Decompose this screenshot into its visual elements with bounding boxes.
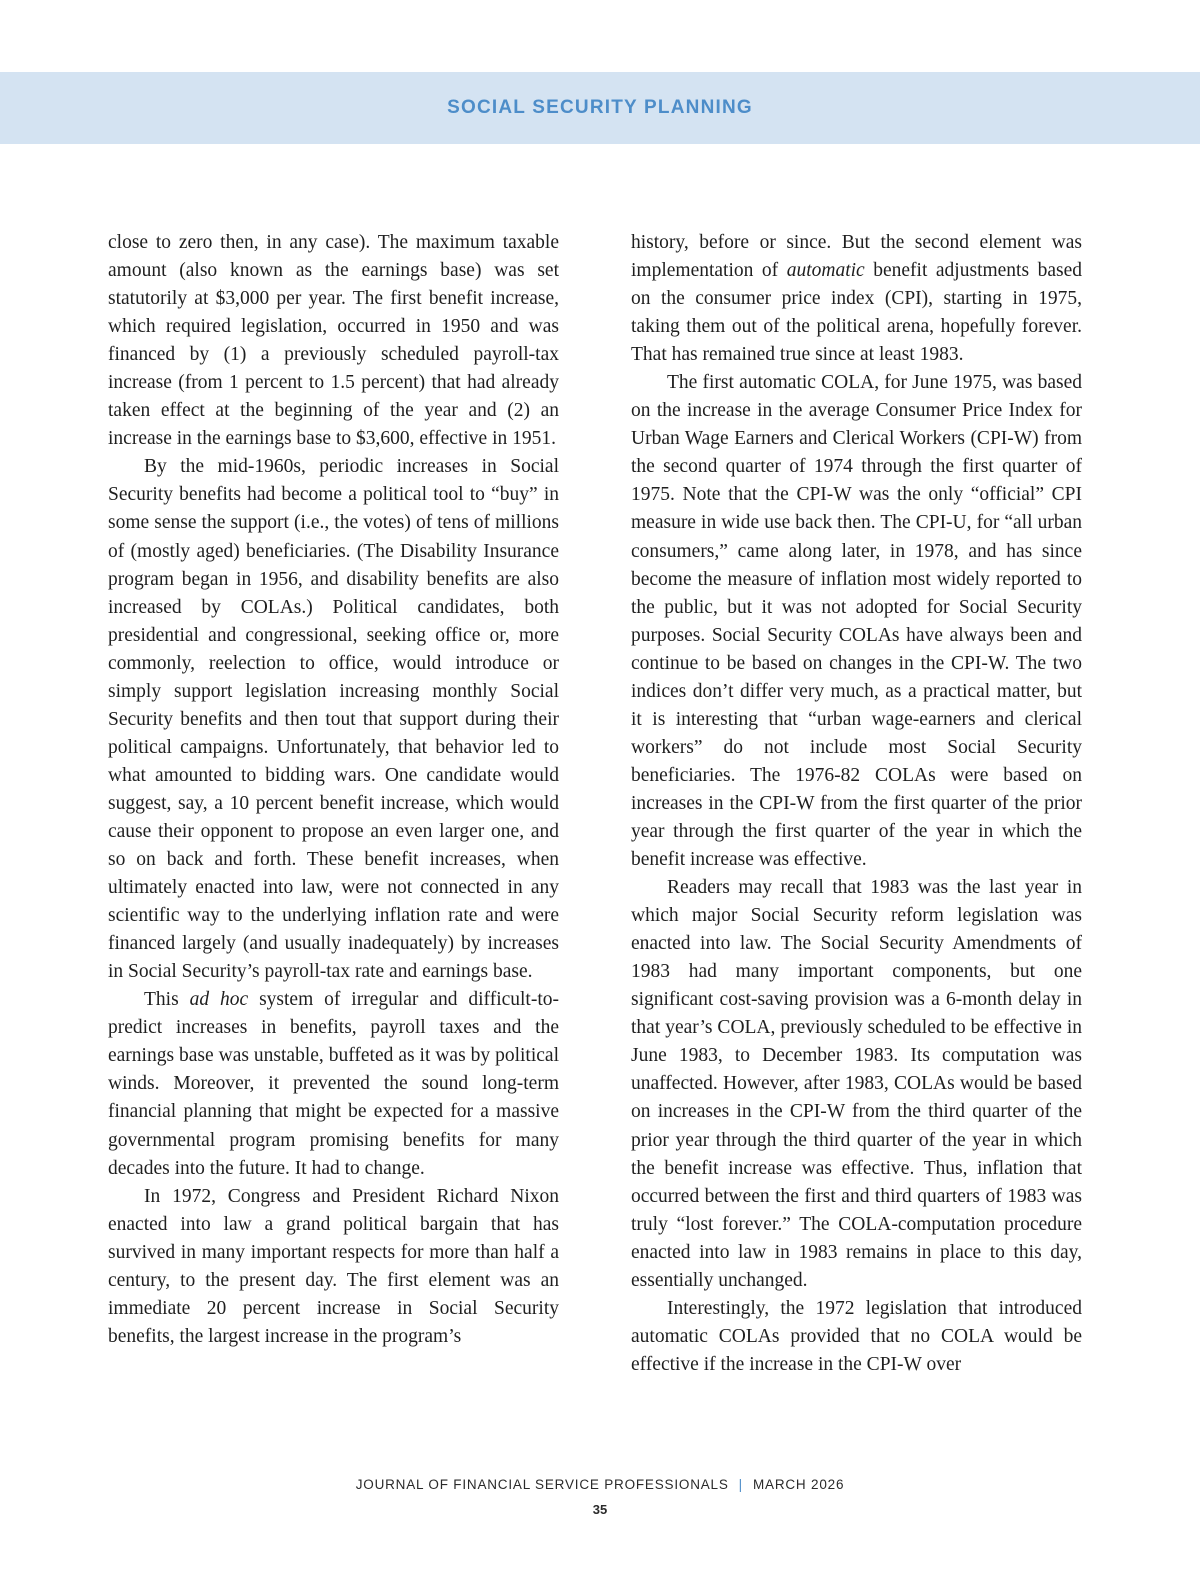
text-run: history, before or since. But the second element was implementation of (631, 232, 1082, 282)
paragraph: close to zero then, in any case). The maximum taxable amount (also known as the earnings base) was set statutorily at $3,000 per year. The first benefit increase, which required legislation, occurred in 1950 and was financed by (1) a previously scheduled payroll-tax increase (from 1 percent to 1.5 percent) that had already taken effect at the beginning of the year and (2) an increase in the earnings base to $3,600, effective in 1951. (108, 232, 559, 450)
paragraph (108, 986, 559, 1182)
text-run: system of irregular and difficult-to-predict increases in benefits, payroll taxes and the earnings base was unstable, buffeted as it was by political winds. Moreover, it prevented the sound long-term financial planning that might be expected for a massive governmental program promising benefits for many decades into the future. It had to change. (108, 989, 560, 1179)
footer-separator: | (738, 1477, 743, 1492)
section-header-band (0, 72, 1200, 144)
section-title: SOCIAL SECURITY PLANNING (447, 97, 753, 118)
paragraph: In 1972, Congress and President Richard Nixon enacted into law a grand political bargain that has survived in many important respects for more than half a century, to the present day. The first element was an immediate 20 percent increase in Social Security benefits, the largest increase in the program’s (108, 1185, 559, 1347)
text-run: benefit adjustments based on the consumer price index (CPI), starting in 1975, taking them out of the political arena, hopefully forever. That has remained true since at least 1983. (631, 260, 1082, 366)
left-column (108, 229, 559, 1351)
emphasis-automatic: automatic (786, 260, 865, 282)
paragraph (631, 229, 1082, 369)
page-footer (0, 1477, 1200, 1492)
paragraph: Interestingly, the 1972 legislation that introduced automatic COLAs provided that no COLA would be effective if the increase in the CPI-W over (631, 1297, 1082, 1375)
text-run: This (144, 989, 190, 1011)
paragraph: The first automatic COLA, for June 1975, was based on the increase in the average Consumer Price Index for Urban Wage Earners and Clerical Workers (CPI-W) from the second quarter of 1974 through the first quarter of 1975. Note that the CPI-W was the only “official” CPI measure in wide use back then. The CPI-U, for “all urban consumers,” came along later, in 1978, and has since become the measure of inflation most widely reported to the public, but it was not adopted for Social Security purposes. Social Security COLAs have always been and continue to be based on changes in the CPI-W. The two indices don’t differ very much, as a practical matter, but it is interesting that “urban wage-earners and clerical workers” do not include most Social Security beneficiaries. The 1976-82 COLAs were based on increases in the CPI-W from the first quarter of the prior year through the first quarter of the year in which the benefit increase was effective. (631, 372, 1082, 871)
emphasis-ad-hoc: ad hoc (189, 989, 249, 1011)
right-column (631, 229, 1082, 1379)
issue-date: MARCH 2026 (752, 1477, 845, 1492)
paragraph: By the mid-1960s, periodic increases in Social Security benefits had become a political tool to “buy” in some sense the support (i.e., the votes) of tens of millions of (mostly aged) beneficiaries. (The Disability Insurance program began in 1956, and disability benefits are also increased by COLAs.) Political candidates, both presidential and congressional, seeking office or, more commonly, reelection to office, would introduce or simply support legislation increasing monthly Social Security benefits and then tout that support during their political campaigns. Unfortunately, that behavior led to what amounted to bidding wars. One candidate would suggest, say, a 10 percent benefit increase, which would cause their opponent to propose an even larger one, and so on back and forth. These benefit increases, when ultimately enacted into law, were not connected in any scientific way to the underlying inflation rate and were financed largely (and usually inadequately) by increases in Social Security’s payroll-tax rate and earnings base. (108, 456, 559, 983)
paragraph: Readers may recall that 1983 was the last year in which major Social Security reform legislation was enacted into law. The Social Security Amendments of 1983 had many important components, but one significant cost-saving provision was a 6-month delay in that year’s COLA, previously scheduled to be effective in June 1983, to December 1983. Its computation was unaffected. However, after 1983, COLAs would be based on increases in the CPI-W from the third quarter of the prior year through the third quarter of the year in which the benefit increase was effective. Thus, inflation that occurred between the first and third quarters of 1983 was truly “lost forever.” The COLA-computation procedure enacted into law in 1983 remains in place to this day, essentially unchanged. (631, 877, 1082, 1291)
page-number: 35 (592, 1502, 608, 1517)
journal-name: JOURNAL OF FINANCIAL SERVICE PROFESSIONALS (355, 1477, 729, 1492)
